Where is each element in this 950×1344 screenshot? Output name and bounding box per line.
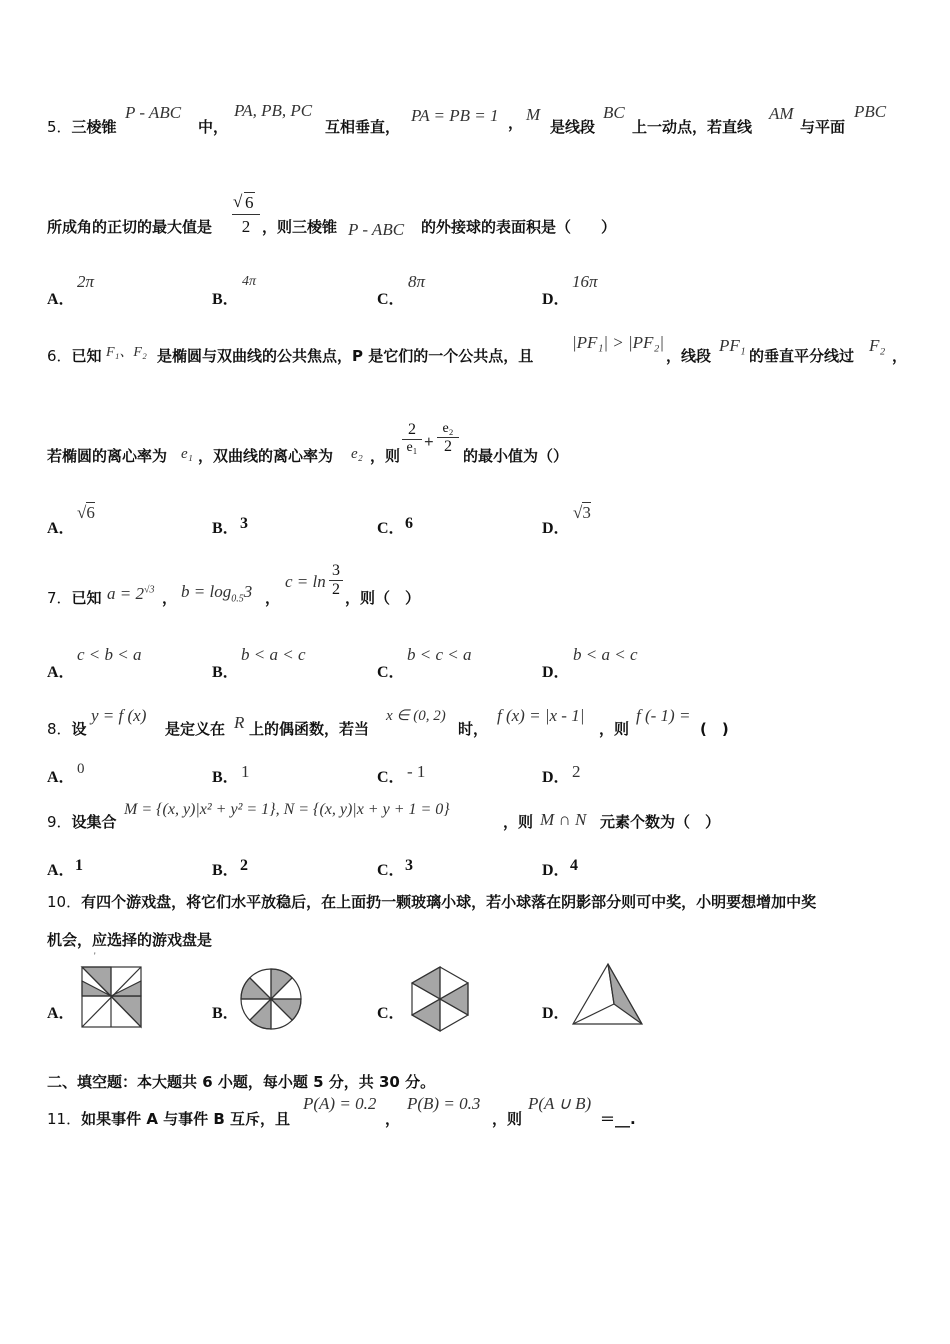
q7-comma: ，: [265, 589, 281, 607]
sqrt-icon: √: [573, 503, 583, 522]
q10-text: 有四个游戏盘，将它们水平放稳后，在上面扔一颗玻璃小球，若小球落在阴影部分则可中奖，小明要想增加中奖: [81, 893, 817, 911]
q11-pb: P(B) = 0.3: [407, 1094, 481, 1113]
q10-option-a-label[interactable]: A．: [47, 1005, 75, 1022]
q7-option-a-label[interactable]: A．: [47, 664, 75, 681]
q9-option-d[interactable]: 4: [570, 857, 578, 874]
q6-text: ，双曲线的离心率为: [198, 447, 334, 465]
q6-line1: [47, 345, 102, 366]
q8-option-b[interactable]: 1: [241, 762, 250, 781]
q5-text: 是线段: [550, 118, 596, 136]
q6-option-d-label[interactable]: D．: [542, 520, 570, 537]
q6-text: 的垂直平分线过: [749, 347, 855, 365]
q11-pa: P(A) = 0.2: [303, 1094, 377, 1113]
q7-option-c[interactable]: b < c < a: [407, 645, 472, 664]
q8-option-b-label[interactable]: B．: [212, 769, 239, 786]
q6-e1: e₁: [181, 446, 193, 462]
q8-text: ( ): [700, 720, 729, 738]
q5-option-a[interactable]: 2π: [77, 272, 95, 291]
q8-option-d-label[interactable]: D．: [542, 769, 570, 786]
q10-line1: [47, 891, 816, 912]
q6-plus: +: [424, 432, 434, 451]
q9-text: 元素个数为（ ）: [600, 813, 721, 831]
q9-line1: [47, 811, 117, 832]
q6-text: 已知: [71, 347, 102, 365]
q8-option-c[interactable]: - 1: [407, 762, 426, 781]
q10-text: 机会，应选择的游戏盘是: [47, 931, 213, 949]
q6-fraction-1: [402, 421, 422, 456]
q7-b: $b = \log_{0.5}3$: [181, 582, 253, 605]
q5-frac-num: 6: [245, 193, 254, 212]
q9-number: 9．: [47, 813, 72, 831]
q5-option-b[interactable]: 4π: [242, 274, 257, 289]
q6-text: ，: [892, 347, 908, 365]
q11-line1: [47, 1108, 290, 1129]
q5-fraction: [232, 192, 260, 237]
q7-fraction: [329, 562, 343, 599]
q6-frac2-num: e₂: [442, 421, 454, 436]
q7-option-b-label[interactable]: B．: [212, 664, 239, 681]
q6-f2: F₂: [869, 336, 886, 355]
q9-sets: M = {(x, y)|x² + y² = 1}, N = {(x, y)|x + y + 1 = 0}: [124, 801, 450, 818]
q9-option-a[interactable]: 1: [75, 857, 83, 874]
q8-option-a-label[interactable]: A．: [47, 769, 75, 786]
q8-line1: [47, 718, 87, 739]
q5-option-d[interactable]: 16π: [572, 272, 598, 291]
q10-number: 10．: [47, 893, 82, 911]
q9-text: 设集合: [71, 813, 117, 831]
q5-text: 的外接球的表面积是（ ）: [421, 218, 617, 236]
q11-pab: P(A ∪ B): [528, 1094, 592, 1113]
q5-pabc2: P - ABC: [348, 220, 405, 239]
q5-line-am: AM: [769, 104, 794, 123]
q5-comma: ，: [508, 114, 524, 132]
q8-text: ，则: [599, 720, 630, 738]
q5-text: ，则三棱锥: [262, 218, 338, 236]
q6-foci: F₁、F₂: [106, 345, 147, 360]
q5-plane-pbc: PBC: [854, 102, 887, 121]
q6-fraction-2: [437, 421, 459, 456]
sqrt-icon: √: [233, 192, 243, 211]
q8-number: 8．: [47, 720, 72, 738]
triangle-icon[interactable]: [570, 960, 646, 1028]
q6-option-d[interactable]: √3: [573, 503, 591, 522]
q8-text: 设: [71, 720, 87, 738]
q7-option-b[interactable]: b < a < c: [241, 645, 306, 664]
q11-comma: ，: [385, 1110, 401, 1128]
q8-text: 上的偶函数，若当: [249, 720, 370, 738]
q5-frac-den: 2: [232, 214, 260, 237]
q7-line1: [47, 587, 102, 608]
q8-text: 时，: [458, 720, 489, 738]
q11-text: 如果事件 A 与事件 B 互斥，且: [81, 1110, 291, 1128]
q6-frac1-den: e₁: [402, 439, 422, 456]
q7-frac-num: 3: [332, 562, 340, 579]
section-heading: 二、填空题：本大题共 6 小题，每小题 5 分，共 30 分。: [47, 1073, 436, 1091]
q8-yfx: y = f (x): [91, 706, 147, 725]
q8-option-a[interactable]: 0: [77, 761, 85, 777]
q8-text: 是定义在: [165, 720, 226, 738]
q7-option-a[interactable]: c < b < a: [77, 645, 142, 664]
q7-number: 7．: [47, 589, 72, 607]
q6-option-a-label[interactable]: A．: [47, 520, 75, 537]
q6-frac1-num: 2: [408, 421, 416, 438]
q5-option-b-label[interactable]: B．: [212, 291, 239, 308]
q9-option-d-label[interactable]: D．: [542, 862, 570, 879]
q9-text: ，则: [503, 813, 534, 831]
q6-option-a[interactable]: √6: [77, 503, 95, 522]
q6-text: 的最小值为（）: [463, 447, 569, 465]
sqrt-icon: √: [77, 503, 87, 522]
q10-option-b-label[interactable]: B．: [212, 1005, 239, 1022]
q5-text: 互相垂直，: [325, 118, 401, 136]
q7-frac-den: 2: [329, 580, 343, 599]
q5-option-c[interactable]: 8π: [408, 272, 426, 291]
q8-r: R: [234, 713, 245, 732]
q6-text: 若椭圆的离心率为: [47, 447, 168, 465]
q5-equation: PA = PB = 1: [411, 106, 499, 125]
circle-sectors-icon[interactable]: [238, 966, 304, 1032]
q7-c: c = ln: [285, 572, 326, 591]
q6-option-b[interactable]: 3: [240, 515, 248, 532]
q7-text: ，则（ ）: [345, 589, 421, 607]
q6-option-c[interactable]: 6: [405, 515, 413, 532]
square-pinwheel-icon[interactable]: [80, 964, 144, 1030]
q9-option-a-label[interactable]: A．: [47, 862, 75, 879]
q8-domain: x ∈ (0, 2): [386, 708, 446, 724]
q5-number: 5．: [47, 118, 72, 136]
q8-fx: f (x) = |x - 1|: [497, 706, 585, 725]
q6-option-b-label[interactable]: B．: [212, 520, 239, 537]
q7-option-d-label[interactable]: D．: [542, 664, 570, 681]
hexagon-icon[interactable]: [408, 964, 472, 1034]
q6-text: ，则: [370, 447, 401, 465]
q5-line1: [47, 116, 117, 137]
q7-text: 已知: [71, 589, 102, 607]
q5-text: 三棱锥: [71, 118, 117, 136]
q5-text: 中，: [198, 118, 229, 136]
q6-pf1: PF₁: [719, 336, 746, 355]
q7-option-c-label[interactable]: C．: [377, 664, 405, 681]
q5-option-c-label[interactable]: C．: [377, 291, 405, 308]
tick-mark-icon: ': [94, 951, 96, 961]
q5-point-m: M: [526, 105, 541, 124]
q8-option-d[interactable]: 2: [572, 762, 581, 781]
q5-pabc: P - ABC: [125, 103, 182, 122]
q9-option-c-label[interactable]: C．: [377, 862, 405, 879]
q5-edges: PA, PB, PC: [234, 101, 313, 120]
q7-a: $a = 2^{√3}$: [107, 584, 155, 603]
q6-text: 是椭圆与双曲线的公共焦点，P 是它们的一个公共点，且: [157, 347, 534, 365]
q8-option-c-label[interactable]: C．: [377, 769, 405, 786]
q6-option-c-label[interactable]: C．: [377, 520, 405, 537]
q5-text: 所成角的正切的最大值是: [47, 218, 213, 236]
q7-comma: ，: [162, 589, 178, 607]
q5-segment-bc: BC: [603, 103, 625, 122]
q11-number: 11．: [47, 1110, 82, 1128]
q10-option-d-label[interactable]: D．: [542, 1005, 570, 1022]
q11-answer-blank[interactable]: ＝__.: [600, 1110, 636, 1128]
q6-e2: e₂: [351, 446, 363, 462]
q10-option-c-label[interactable]: C．: [377, 1005, 405, 1022]
q6-number: 6．: [47, 347, 72, 365]
q9-intersection: M ∩ N: [540, 810, 587, 829]
q9-option-c[interactable]: 3: [405, 857, 413, 874]
q11-text: ，则: [492, 1110, 523, 1128]
q8-f-minus-1: f (- 1) =: [636, 706, 691, 725]
q6-frac2-den: 2: [437, 437, 459, 456]
q9-option-b[interactable]: 2: [240, 857, 248, 874]
q6-text: ，线段: [666, 347, 712, 365]
q5-option-d-label[interactable]: D．: [542, 291, 570, 308]
q7-option-d[interactable]: b < a < c: [573, 645, 638, 664]
q9-option-b-label[interactable]: B．: [212, 862, 239, 879]
q5-text: 上一动点，若直线: [632, 118, 753, 136]
q6-inequality: |PF₁| > |PF₂|: [572, 333, 665, 352]
q5-option-a-label[interactable]: A．: [47, 291, 75, 308]
q5-text: 与平面: [800, 118, 846, 136]
